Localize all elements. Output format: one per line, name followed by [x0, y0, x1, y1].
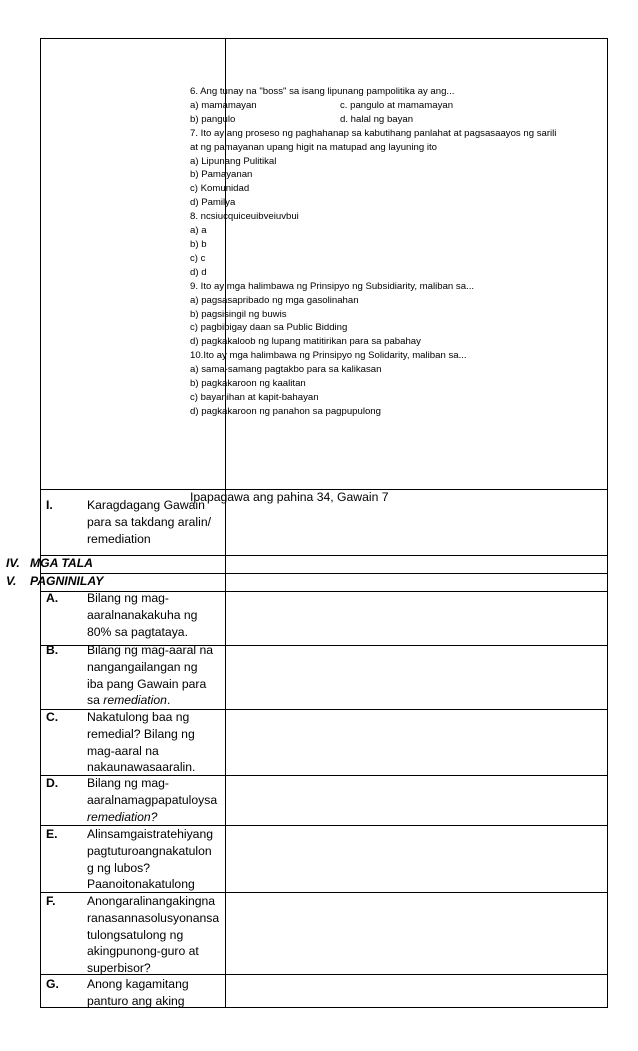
section-iv-title: MGA TALA: [30, 556, 93, 570]
row-f-label: F.: [46, 894, 56, 908]
text-line: Alinsamgaistratehiyang: [87, 827, 214, 841]
text-line: [87, 692, 222, 709]
text-line: superbisor?: [87, 961, 151, 976]
option-b: b) pangulo: [190, 113, 236, 125]
row-b-text: [87, 642, 222, 709]
question-10-option: d) pagkakaroon ng panahon sa pagpupulong: [190, 405, 381, 417]
text-line: remedial? Bilang ng: [87, 726, 195, 741]
text-line: aaralnanakakuha ng: [87, 607, 198, 622]
text-line: mag-aaral na: [87, 743, 159, 758]
row-c-text: [87, 709, 222, 776]
row-e-label: E.: [46, 827, 58, 841]
question-10-option: b) pagkakaroon ng kaalitan: [190, 378, 306, 390]
question-7-option: c) Komunidad: [190, 183, 250, 195]
question-10-option: a) sama-samang pagtakbo para sa kalikasan: [190, 364, 382, 376]
question-9-option: d) pagkakaloob ng lupang matitirikan para sa pabahay: [190, 336, 421, 348]
row-e-text: [87, 826, 222, 893]
question-6: 6. Ang tunay na "boss" sa isang lipunang pampolitika ay ang...: [190, 86, 455, 97]
row-divider: [41, 573, 607, 574]
question-7-option: d) Pamilya: [190, 197, 236, 209]
option-d: d. halal ng bayan: [340, 113, 414, 125]
text-line: Paanoitonakatulong: [87, 877, 195, 892]
question-9-option: b) pagsisingil ng buwis: [190, 308, 287, 320]
section-iv-heading: [6, 556, 93, 570]
section-i-label: I.: [46, 498, 53, 512]
text-line: remediation: [87, 531, 151, 546]
text-line: tulongsatulong ng: [87, 927, 184, 942]
text-line: iba pang Gawain para: [87, 676, 207, 691]
question-7-option: a) Lipunang Pulitikal: [190, 155, 277, 167]
row-a-text: [87, 590, 222, 640]
row-g-label: G.: [46, 977, 59, 991]
text-fragment: remediation: [103, 693, 167, 708]
row-g-text: [87, 976, 222, 1010]
text-line: para sa takdang aralin/: [87, 514, 211, 529]
question-8-option: b) b: [190, 238, 207, 250]
row-b-label: B.: [46, 643, 59, 657]
text-line: aaralnamagpapatuloysa: [87, 792, 218, 807]
question-8-option: a) a: [190, 225, 207, 237]
section-v-heading: [6, 574, 103, 588]
text-line: Karagdagang Gawain: [87, 498, 205, 512]
question-8-option: c) c: [190, 252, 206, 264]
text-line: Bilang ng mag-: [87, 591, 169, 605]
text-line: Nakatulong baa ng: [87, 710, 190, 724]
text-fragment: sa: [87, 693, 104, 708]
option-c: c. pangulo at mamamayan: [340, 99, 454, 111]
section-i-answer: Ipapagawa ang pahina 34, Gawain 7: [190, 490, 389, 504]
text-fragment: remediation?: [87, 809, 158, 824]
question-10-option: c) bayanihan at kapit-bahayan: [190, 391, 319, 403]
question-6-options-row2: [190, 113, 562, 127]
text-fragment: .: [166, 693, 171, 708]
text-line: Anong kagamitang: [87, 977, 189, 991]
text-line: Bilang ng mag-aaral na: [87, 643, 214, 657]
question-7-option: b) Pamayanan: [190, 169, 253, 181]
row-f-text: [87, 893, 222, 977]
quiz-questions: [190, 85, 562, 419]
text-line: Anongaralinangakingna: [87, 894, 216, 908]
row-c-label: C.: [46, 710, 59, 724]
text-line: g ng lubos?: [87, 860, 151, 875]
row-d-text: [87, 775, 222, 825]
question-9-option: a) pagsasapribado ng mga gasolinahan: [190, 294, 359, 306]
question-7: 7. Ito ay ang proseso ng paghahanap sa kabutihang panlahat at pagsasaayos ng sarili at ng pamayanan upang higit na matupad ang layuning ito: [190, 127, 557, 153]
row-d-label: D.: [46, 776, 59, 790]
question-9-option: c) pagbibigay daan sa Public Bidding: [190, 322, 348, 334]
text-line: akingpunong-guro at: [87, 944, 199, 959]
text-line: pagtuturoangnakatulon: [87, 843, 212, 858]
question-9: 9. Ito ay mga halimbawa ng Prinsipyo ng Subsidiarity, maliban sa...: [190, 280, 475, 292]
section-v-number: V.: [6, 574, 17, 588]
text-line: 80% sa pagtataya.: [87, 624, 188, 639]
text-line: Bilang ng mag-: [87, 776, 169, 790]
question-10: 10.Ito ay mga halimbawa ng Prinsipyo ng Solidarity, maliban sa...: [190, 350, 467, 362]
question-8: 8. ncsiucquiceuibveiuvbui: [190, 211, 299, 223]
text-line: nangangailangan ng: [87, 659, 198, 674]
section-v-title: PAGNINILAY: [30, 574, 104, 588]
text-line: ranasannasolusyonansa: [87, 910, 220, 925]
question-8-option: d) d: [190, 266, 207, 278]
text-line: [87, 809, 222, 826]
section-i-cell: [40, 497, 224, 557]
section-i-text: [87, 497, 222, 547]
text-line: panturo ang aking: [87, 993, 185, 1008]
question-6-options-row1: [190, 99, 562, 113]
option-a: a) mamamayan: [190, 99, 257, 111]
text-line: nakaunawasaaralin.: [87, 760, 196, 775]
section-iv-number: IV.: [6, 556, 20, 570]
row-a-label: A.: [46, 591, 59, 605]
